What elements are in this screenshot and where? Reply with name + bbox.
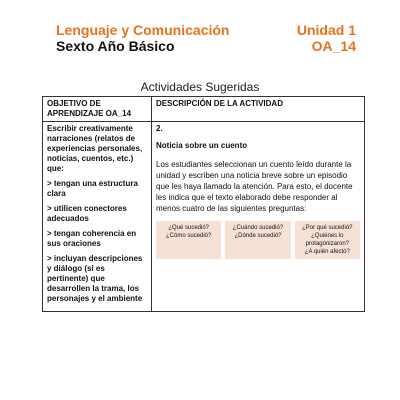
objective-intro: Escribir creativamente narraciones (relatos de experiencias personales, noticias, cuentos, etc.) que:: [47, 124, 143, 173]
table-row: [43, 122, 365, 312]
question: ¿Qué sucedió?: [168, 225, 210, 231]
objective-item: > utilicen conectores adecuados: [47, 204, 127, 223]
oa-label: OA_14: [311, 38, 356, 54]
section-title: Actividades Sugeridas: [140, 80, 260, 94]
question-box: [156, 221, 221, 259]
objective-cell: [43, 122, 152, 312]
question-box: [225, 221, 290, 259]
subject-title: Lenguaje y Comunicación: [56, 22, 230, 38]
question: ¿A quién afectó?: [304, 249, 350, 255]
objective-item: > incluyan descripciones y diálogo (si es pertinente) que desarrollen la trama, los personajes y el ambiente: [47, 254, 143, 303]
objective-header: OBJETIVO DE APRENDIZAJE OA_14: [43, 97, 152, 122]
activity-cell: [152, 122, 365, 312]
question: ¿Por qué sucedió?: [302, 225, 353, 231]
activity-title: Noticia sobre un cuento: [156, 141, 248, 150]
header-left: [56, 22, 229, 54]
question: ¿Cómo sucedió?: [165, 233, 212, 239]
question-boxes: [156, 221, 360, 259]
question: ¿Cuándo sucedió?: [232, 225, 284, 231]
activities-table: [42, 96, 365, 312]
header-right: [297, 22, 356, 54]
grade-title: Sexto Año Básico: [56, 38, 175, 54]
question: ¿Dónde sucedió?: [234, 233, 282, 239]
unit-label: Unidad 1: [296, 22, 356, 38]
question-box: [295, 221, 360, 259]
objective-item: > tengan una estructura clara: [47, 179, 138, 198]
objective-item: > tengan coherencia en sus oraciones: [47, 229, 137, 248]
activity-text: Los estudiantes seleccionan un cuento leído durante la unidad y escriben una noticia breve sobre un episodio que les haya llamado la atención. Para esto, el docente les indica que el texto elaborado debe responder al menos cuatro de las siguientes preguntas:: [156, 160, 353, 213]
table-header-row: [43, 97, 365, 122]
question: ¿Quiénes lo protagonizaron?: [305, 233, 349, 247]
description-header: DESCRIPCIÓN DE LA ACTIVIDAD: [152, 97, 365, 122]
activity-number: 2.: [156, 124, 163, 133]
